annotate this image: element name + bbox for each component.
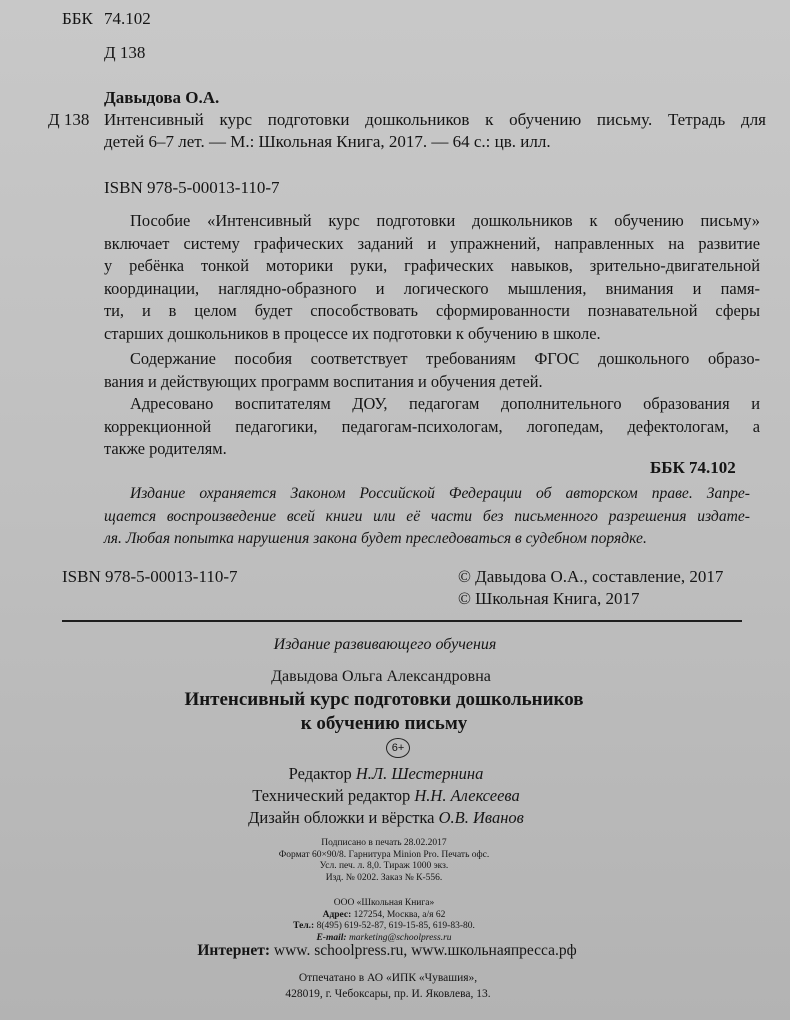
bib-line-2: детей 6–7 лет. — М.: Школьная Книга, 2017. — 64 с.: цв. илл. [104, 132, 551, 151]
editor-name: Н.Л. Шестернина [355, 764, 484, 783]
notice-line: Издание охраняется Законом Российской Федерации об авторском праве. Запре- [130, 485, 750, 502]
internet-line [0, 942, 790, 960]
bbk-right: ББК 74.102 [650, 458, 736, 477]
copyright-notice [104, 483, 750, 551]
bib-author: Давыдова О.А. [104, 88, 220, 107]
notice-line: ля. Любая попытка нарушения закона будет преследоваться в судебном порядке. [104, 530, 647, 548]
book-title-line-1: Интенсивный курс подготовки дошкольников [184, 689, 584, 710]
abstract-line: включает систему графических заданий и упражнений, направленных на развитие [104, 233, 760, 253]
isbn-bottom: ISBN 978-5-00013-110-7 [62, 567, 238, 586]
abstract-line: координации, наглядно-образного и логического мышления, внимания и памя- [104, 278, 760, 298]
editor-label: Редактор [288, 764, 352, 783]
author-full-name: Давыдова Ольга Александровна [271, 668, 491, 685]
print-line: Подписано в печать 28.02.2017 [321, 838, 447, 848]
notice-line: щается воспроизведение всей книги или её части без письменного разрешения издате- [104, 507, 750, 525]
publisher-details [0, 898, 790, 944]
design-label: Дизайн обложки и вёрстка [248, 808, 435, 827]
tech-editor-line [0, 786, 790, 806]
publisher-email: E-mail: marketing@schoolpress.ru [316, 932, 452, 943]
printed-by-line-1: Отпечатано в АО «ИПК «Чувашия», [298, 972, 478, 984]
abstract-paragraph-2 [104, 348, 760, 393]
abstract-line: Пособие «Интенсивный курс подготовки дошкольников к обучению письму» [130, 211, 760, 230]
copyright-publisher: © Школьная Книга, 2017 [458, 589, 640, 608]
abstract-paragraph-1 [104, 210, 760, 346]
bib-line-1: Интенсивный курс подготовки дошкольников к обучению письму. Тетрадь для [104, 110, 766, 129]
abstract-line: у ребёнка тонкой моторики руки, графических навыков, зрительно-двигательной [104, 256, 760, 276]
print-details [0, 838, 790, 884]
publisher-name: ООО «Школьная Книга» [333, 898, 435, 908]
copyright-compiler: © Давыдова О.А., составление, 2017 [458, 567, 724, 586]
internet-urls: www. schoolpress.ru, www.школьнаяпресса.рф [273, 942, 577, 959]
printed-by [0, 970, 790, 1002]
print-line: Формат 60×90/8. Гарнитура Minion Pro. Печать офс. [278, 849, 490, 860]
design-line [0, 808, 790, 828]
tech-editor-label: Технический редактор [252, 786, 411, 805]
printed-by-line-2: 428019, г. Чебоксары, пр. И. Яковлева, 13. [285, 988, 491, 1000]
abstract-line: коррекционной педагогики, педагогам-психологам, логопедам, дефектологам, а [104, 416, 760, 436]
abstract-paragraph-3 [104, 393, 760, 461]
print-line: Изд. № 0202. Заказ № К-556. [325, 872, 443, 883]
design-name: О.В. Иванов [438, 808, 524, 827]
bbk-code: 74.102 [104, 9, 151, 28]
tech-editor-name: Н.Н. Алексеева [414, 786, 520, 805]
bbk-label: ББК [62, 9, 93, 28]
author-index: Д 138 [104, 43, 146, 62]
edition-type: Издание развивающего обучения [273, 636, 497, 653]
publisher-address: Адрес: 127254, Москва, а/я 62 [322, 909, 446, 920]
divider-rule [62, 620, 742, 622]
editor-line [0, 764, 790, 784]
book-title-line-2: к обучению письму [300, 713, 468, 734]
abstract-line: также родителям. [104, 439, 227, 459]
age-rating: 6+ [386, 738, 410, 758]
print-line: Усл. печ. л. 8,0. Тираж 1000 экз. [319, 861, 449, 871]
abstract-line: Содержание пособия соответствует требованиям ФГОС дошкольного образо- [130, 349, 760, 368]
internet-label: Интернет: [197, 942, 271, 959]
publisher-phone: Тел.: 8(495) 619-52-87, 619-15-85, 619-83-80. [293, 921, 475, 931]
abstract-line: ти, и в целом будет способствовать сформированности познавательной сферы [104, 301, 760, 321]
abstract-line: Адресовано воспитателям ДОУ, педагогам дополнительного образования и [130, 394, 760, 413]
abstract-line: вания и действующих программ воспитания и обучения детей. [104, 371, 543, 391]
bib-isbn: ISBN 978-5-00013-110-7 [104, 178, 280, 197]
age-rating-badge [386, 738, 410, 758]
bib-index: Д 138 [48, 110, 90, 129]
abstract-line: старших дошкольников в процессе их подготовки к обучению в школе. [104, 323, 601, 343]
